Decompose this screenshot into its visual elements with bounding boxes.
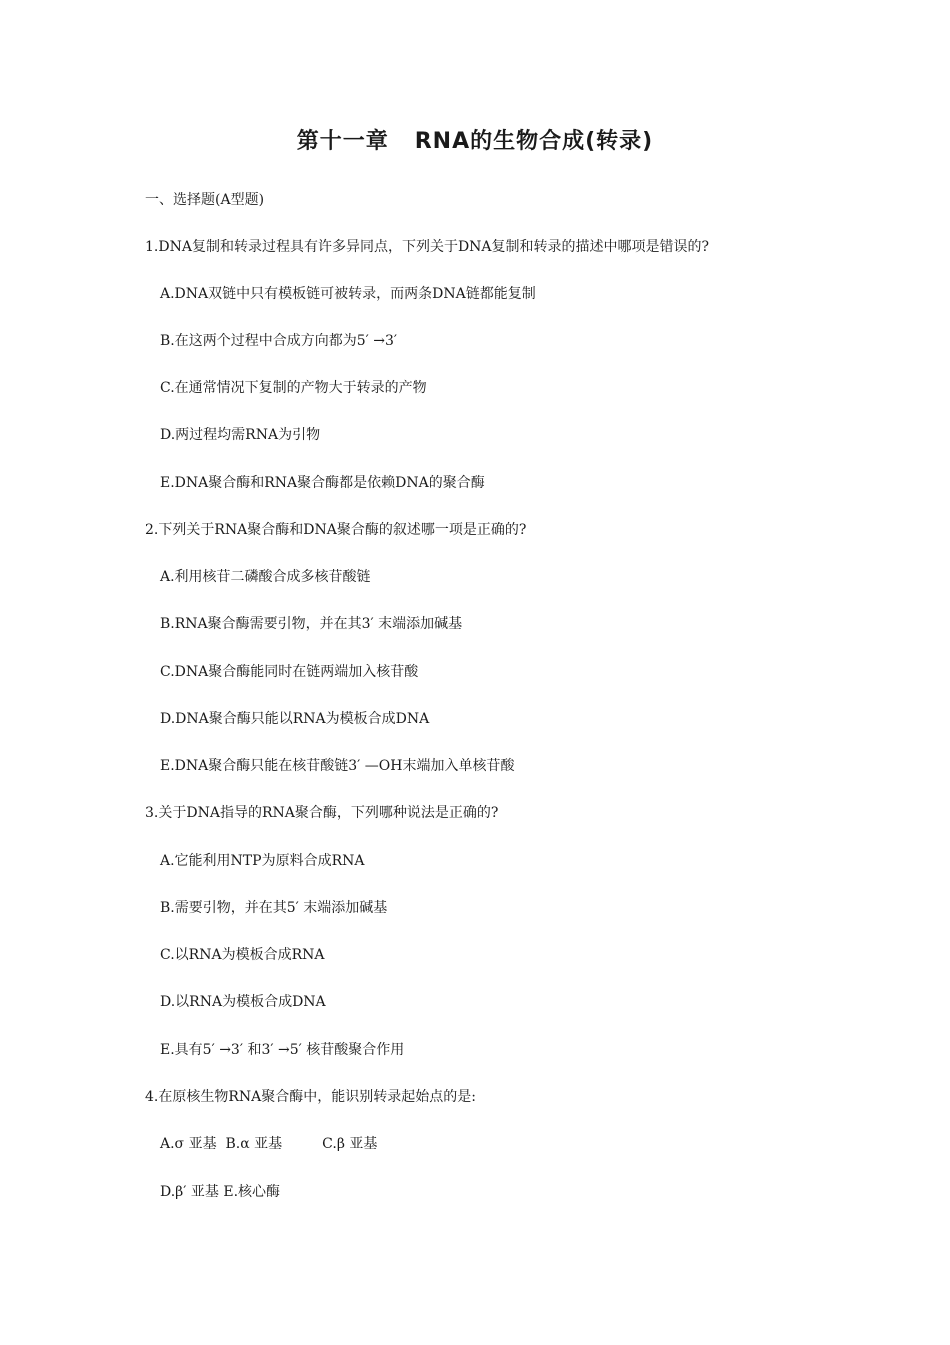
question-1-option-a: A.DNA双链中只有模板链可被转录，而两条DNA链都能复制 <box>160 286 536 302</box>
question-2-option-e: E.DNA聚合酶只能在核苷酸链3′ —OH末端加入单核苷酸 <box>160 758 515 774</box>
question-2-stem: 2.下列关于RNA聚合酶和DNA聚合酶的叙述哪一项是正确的? <box>145 522 527 538</box>
question-3-option-d: D.以RNA为模板合成DNA <box>160 994 326 1010</box>
question-1-option-d: D.两过程均需RNA为引物 <box>160 427 321 443</box>
question-1-stem: 1.DNA复制和转录过程具有许多异同点，下列关于DNA复制和转录的描述中哪项是错误的? <box>145 239 710 255</box>
question-3-option-b: B.需要引物，并在其5′ 末端添加碱基 <box>160 900 388 916</box>
question-2-option-d: D.DNA聚合酶只能以RNA为模板合成DNA <box>160 711 430 727</box>
question-1-option-e: E.DNA聚合酶和RNA聚合酶都是依赖DNA的聚合酶 <box>160 475 485 491</box>
question-1-option-b: B.在这两个过程中合成方向都为5′ →3′ <box>160 333 398 349</box>
question-3-stem: 3.关于DNA指导的RNA聚合酶，下列哪种说法是正确的? <box>145 805 499 821</box>
question-3-option-c: C.以RNA为模板合成RNA <box>160 947 325 963</box>
question-1-option-c: C.在通常情况下复制的产物大于转录的产物 <box>160 380 427 396</box>
chapter-title: 第十一章 RNA的生物合成(转录) <box>296 129 654 154</box>
question-4-options-row-2: D.β′ 亚基 E.核心酶 <box>160 1184 281 1200</box>
question-2-option-c: C.DNA聚合酶能同时在链两端加入核苷酸 <box>160 664 419 680</box>
question-2-option-b: B.RNA聚合酶需要引物，并在其3′ 末端添加碱基 <box>160 616 463 632</box>
question-3-option-a: A.它能利用NTP为原料合成RNA <box>160 853 365 869</box>
question-4-stem: 4.在原核生物RNA聚合酶中，能识别转录起始点的是: <box>145 1089 476 1105</box>
question-2-option-a: A.利用核苷二磷酸合成多核苷酸链 <box>160 569 371 585</box>
question-3-option-e: E.具有5′ →3′ 和3′ →5′ 核苷酸聚合作用 <box>160 1042 405 1058</box>
question-4-options-row-1: A.σ 亚基 B.α 亚基 C.β 亚基 <box>160 1136 378 1152</box>
section-heading: 一、选择题(A型题) <box>145 192 265 208</box>
